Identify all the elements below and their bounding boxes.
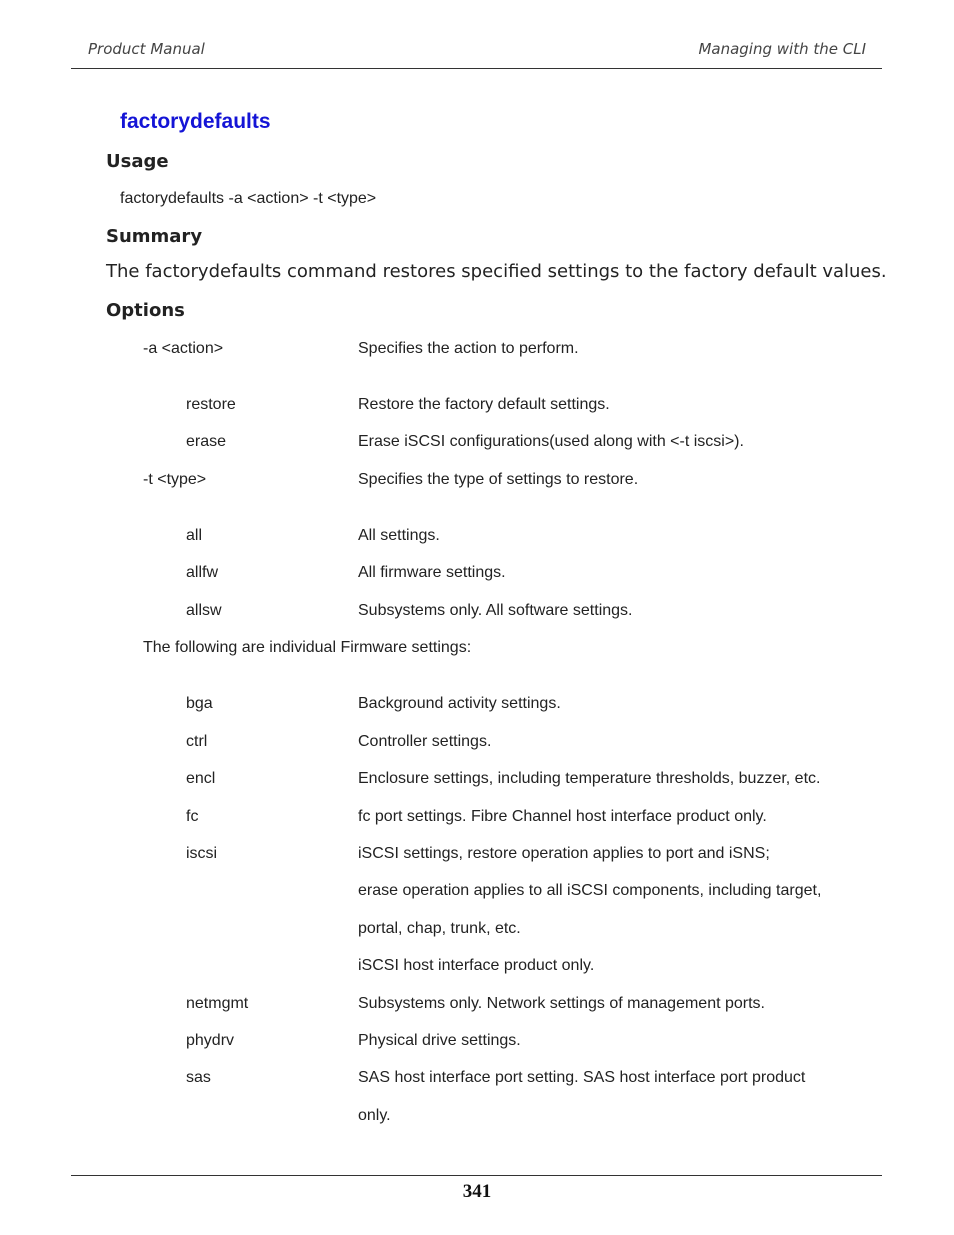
- header-rule: [71, 68, 882, 69]
- option-desc: Subsystems only. All software settings.: [358, 602, 633, 619]
- option-desc: Specifies the type of settings to restore.: [358, 471, 639, 488]
- option-value-term: allsw: [186, 602, 222, 619]
- firmware-desc: Controller settings.: [358, 733, 492, 750]
- firmware-term: iscsi: [186, 845, 218, 862]
- firmware-term: sas: [186, 1069, 211, 1086]
- firmware-term: encl: [186, 770, 216, 787]
- option-term: -a <action>: [143, 340, 224, 357]
- firmware-desc: Subsystems only. Network settings of management ports.: [358, 995, 765, 1012]
- firmware-term: fc: [186, 808, 199, 825]
- firmware-desc: fc port settings. Fibre Channel host interface product only.: [358, 808, 767, 825]
- firmware-desc: Physical drive settings.: [358, 1032, 521, 1049]
- firmware-term: bga: [186, 695, 213, 712]
- firmware-term: ctrl: [186, 733, 208, 750]
- firmware-desc-continued: only.: [358, 1107, 391, 1124]
- header-left: Product Manual: [88, 40, 205, 58]
- usage-syntax: factorydefaults -a <action> -t <type>: [120, 190, 377, 207]
- firmware-intro: The following are individual Firmware settings:: [143, 639, 472, 656]
- option-value-term: allfw: [186, 564, 219, 581]
- summary-heading: Summary: [106, 226, 203, 247]
- firmware-desc-continued: portal, chap, trunk, etc.: [358, 920, 521, 937]
- footer-rule: [71, 1175, 882, 1176]
- option-value-term: all: [186, 527, 203, 544]
- firmware-desc-continued: erase operation applies to all iSCSI components, including target,: [358, 882, 822, 899]
- firmware-desc: Enclosure settings, including temperature thresholds, buzzer, etc.: [358, 770, 821, 787]
- option-desc: All firmware settings.: [358, 564, 506, 581]
- option-desc: Specifies the action to perform.: [358, 340, 579, 357]
- option-desc: Erase iSCSI configurations(used along with <-t iscsi>).: [358, 433, 744, 450]
- header-right: Managing with the CLI: [698, 40, 866, 58]
- option-value-term: erase: [186, 433, 227, 450]
- firmware-term: netmgmt: [186, 995, 249, 1012]
- command-title: factorydefaults: [120, 110, 271, 133]
- firmware-desc-continued: iSCSI host interface product only.: [358, 957, 595, 974]
- option-value-term: restore: [186, 396, 236, 413]
- firmware-desc: iSCSI settings, restore operation applies to port and iSNS;: [358, 845, 770, 862]
- firmware-term: phydrv: [186, 1032, 235, 1049]
- page-number: 341: [462, 1181, 492, 1202]
- option-term: -t <type>: [143, 471, 207, 488]
- summary-text: The factorydefaults command restores specified settings to the factory default values.: [106, 261, 887, 282]
- firmware-desc: Background activity settings.: [358, 695, 561, 712]
- usage-heading: Usage: [106, 151, 169, 172]
- option-desc: Restore the factory default settings.: [358, 396, 610, 413]
- option-desc: All settings.: [358, 527, 440, 544]
- options-heading: Options: [106, 300, 185, 321]
- firmware-desc: SAS host interface port setting. SAS host interface port product: [358, 1069, 806, 1086]
